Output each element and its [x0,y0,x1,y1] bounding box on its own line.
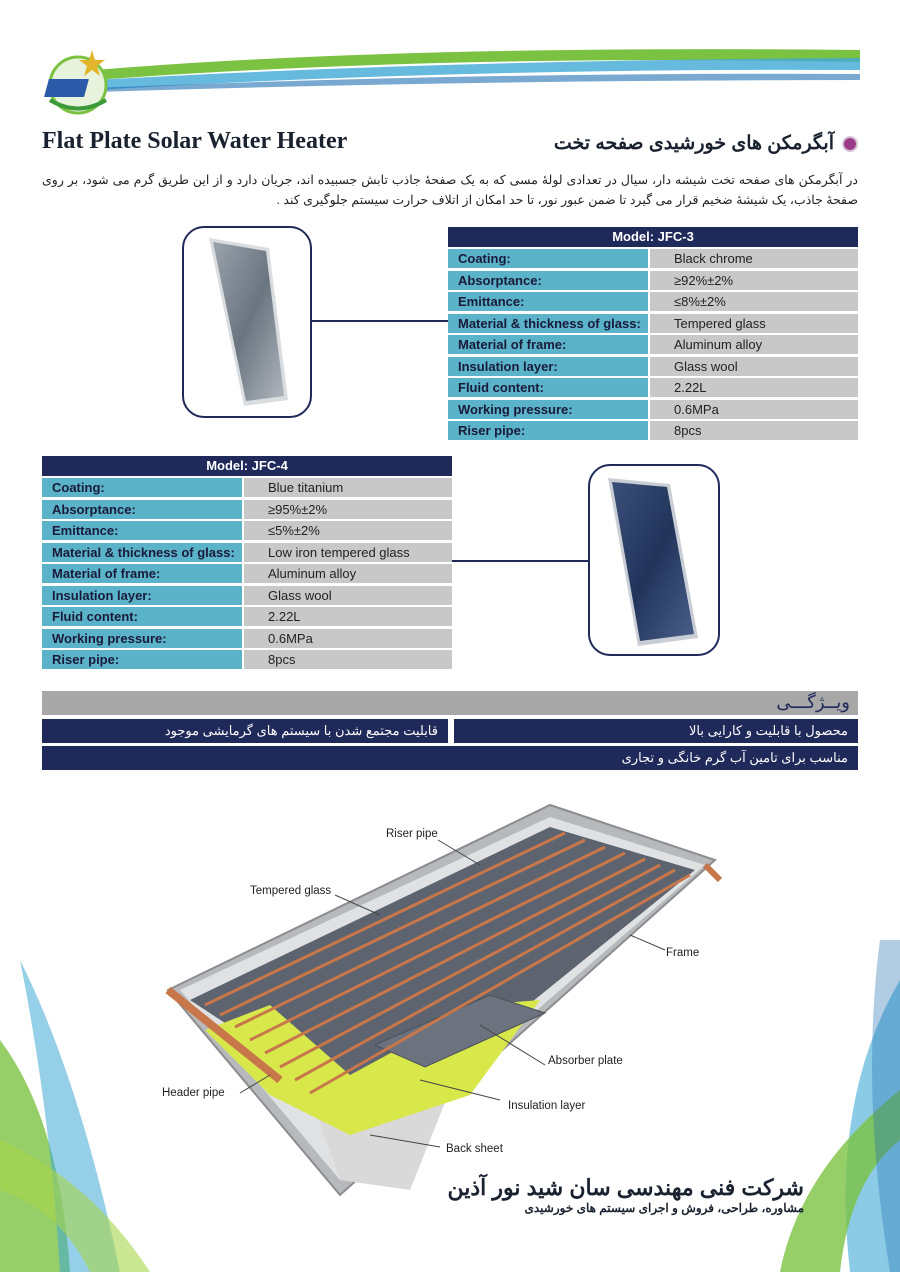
spec-key: Material & thickness of glass: [448,314,648,333]
spec-key: Emittance: [448,292,648,311]
spec-row [42,607,452,626]
spec-value: Aluminum alloy [650,335,858,354]
spec-key: Working pressure: [42,629,242,648]
spec-row [448,292,858,311]
spec-value: 0.6MPa [244,629,452,648]
spec-value: 0.6MPa [650,400,858,419]
feature-item: محصول با قابلیت و کارایی بالا [454,719,858,743]
company-slogan: مشاوره، طراحی، فروش و اجرای سیستم های خورشیدی [524,1201,804,1215]
solar-panel-jfc4-image [590,466,718,654]
spec-value: ≥92%±2% [650,271,858,290]
spec-value: 8pcs [244,650,452,669]
spec-row [448,421,858,440]
spec-table-title: Model: JFC-4 [42,456,452,476]
features-header-bar [42,691,858,715]
spec-key: Absorptance: [448,271,648,290]
header-banner [95,40,860,92]
spec-row [42,500,452,519]
spec-row [448,335,858,354]
spec-value: Low iron tempered glass [244,543,452,562]
product-image-frame-jfc4 [588,464,720,656]
connector-line-jfc3 [312,320,448,322]
spec-value: 8pcs [650,421,858,440]
page-title-fa [554,132,858,155]
label-insulation-layer: Insulation layer [508,1100,586,1112]
spec-key: Coating: [42,478,242,497]
spec-row [42,543,452,562]
spec-value: ≤5%±2% [244,521,452,540]
spec-value: ≥95%±2% [244,500,452,519]
decorative-leaves-left [0,960,170,1272]
spec-key: Material of frame: [42,564,242,583]
spec-value: Tempered glass [650,314,858,333]
spec-key: Fluid content: [42,607,242,626]
header-pipe-outlet [705,865,720,880]
spec-value: 2.22L [650,378,858,397]
spec-row [448,249,858,268]
spec-key: Insulation layer: [42,586,242,605]
spec-row [42,478,452,497]
spec-key: Working pressure: [448,400,648,419]
label-tempered-glass: Tempered glass [250,885,332,897]
label-frame: Frame [666,947,700,959]
spec-value: Aluminum alloy [244,564,452,583]
company-brand [447,1175,804,1215]
spec-table-title: Model: JFC-3 [448,227,858,247]
spec-key: Material of frame: [448,335,648,354]
product-image-frame-jfc3 [182,226,312,418]
bullet-icon [842,136,858,152]
collector-cutaway-diagram [150,795,750,1200]
spec-value: ≤8%±2% [650,292,858,311]
spec-row [448,378,858,397]
spec-key: Absorptance: [42,500,242,519]
spec-value: Glass wool [650,357,858,376]
intro-paragraph: در آبگرمکن های صفحه تخت شیشه دار، سیال در تعدادی لولۀ مسی که به یک صفحۀ جاذب تابش جسبیده اند، جریان دارد و از این طریق گرم می شود، بر روی صفحۀ جاذب، یک شیشۀ ضخیم قرار می گیرد تا ضمن عبور نور، تا حد امکان از اتلاف حرارت سیستم جلوگیری کند . [42,173,858,207]
decorative-leaves-right [740,940,900,1272]
company-logo [40,45,120,115]
spec-table-jfc4 [42,456,452,672]
connector-line-jfc4 [452,560,588,562]
feature-item: قابلیت مجتمع شدن با سیستم های گرمایشی موجود [42,719,448,743]
spec-row [42,564,452,583]
spec-key: Insulation layer: [448,357,648,376]
label-header-pipe: Header pipe [162,1087,225,1099]
spec-row [448,357,858,376]
spec-row [42,521,452,540]
page-title-en: Flat Plate Solar Water Heater [42,128,348,154]
spec-row [448,271,858,290]
spec-row [42,629,452,648]
spec-key: Fluid content: [448,378,648,397]
spec-row [42,586,452,605]
spec-value: Black chrome [650,249,858,268]
solar-panel-jfc3-image [184,228,310,416]
label-absorber-plate: Absorber plate [548,1055,623,1067]
spec-value: 2.22L [244,607,452,626]
spec-key: Material & thickness of glass: [42,543,242,562]
spec-key: Riser pipe: [448,421,648,440]
features-title: ویــژگـــی [776,692,850,712]
spec-row [448,314,858,333]
company-name: شرکت فنی مهندسی سان شید نور آذین [447,1175,804,1200]
label-back-sheet: Back sheet [446,1143,503,1155]
spec-table-jfc3 [448,227,858,443]
spec-value: Blue titanium [244,478,452,497]
spec-value: Glass wool [244,586,452,605]
page-title-fa-text: آبگرمکن های خورشیدی صفحه تخت [553,133,834,154]
spec-key: Coating: [448,249,648,268]
spec-row [42,650,452,669]
spec-key: Riser pipe: [42,650,242,669]
feature-item: مناسب برای تامین آب گرم خانگی و تجاری [42,746,858,770]
spec-row [448,400,858,419]
spec-key: Emittance: [42,521,242,540]
label-riser-pipe: Riser pipe [386,828,438,840]
